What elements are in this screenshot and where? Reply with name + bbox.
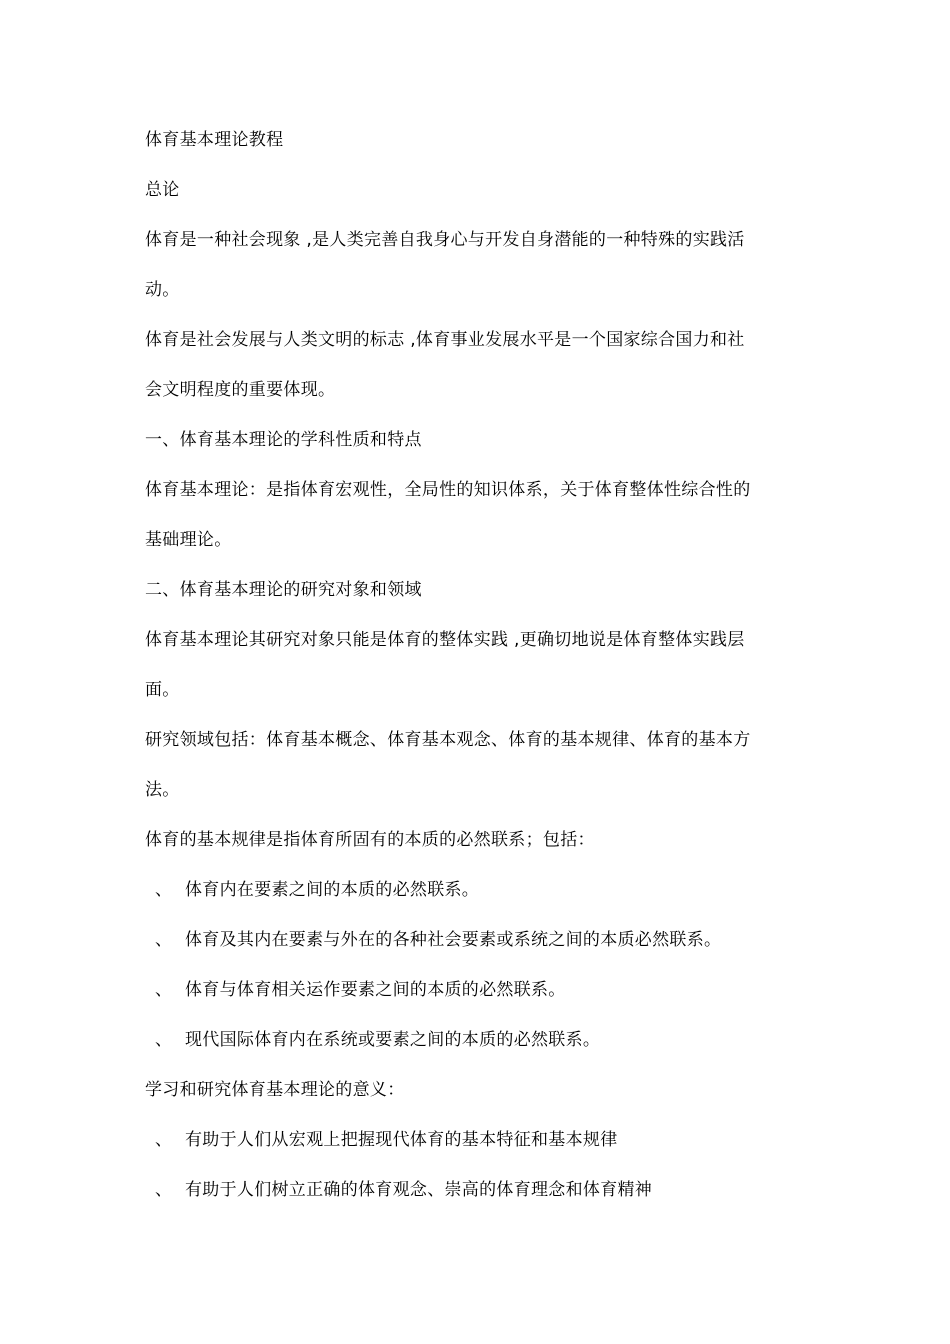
paragraph-7: 学习和研究体育基本理论的意义： [145,1080,405,1100]
paragraph-4-line-2: 面。 [145,680,180,700]
bullet-mark: 、 [155,980,172,1000]
list-item-text: 体育内在要素之间的本质的必然联系。 [185,880,480,900]
paragraph-4-line-1: 体育基本理论其研究对象只能是体育的整体实践 ,更确切地说是体育整体实践层 [145,630,745,650]
list-item-text: 现代国际体育内在系统或要素之间的本质的必然联系。 [185,1030,601,1050]
paragraph-5-line-1: 研究领域包括：体育基本概念、体育基本观念、体育的基本规律、体育的基本方 [145,730,751,750]
paragraph-6: 体育的基本规律是指体育所固有的本质的必然联系；包括： [145,830,595,850]
paragraph-1-line-2: 动。 [145,280,180,300]
bullet-mark: 、 [155,880,172,900]
list-item-text: 有助于人们树立正确的体育观念、崇高的体育理念和体育精神 [185,1180,653,1200]
paragraph-2-line-1: 体育是社会发展与人类文明的标志 ,体育事业发展水平是一个国家综合国力和社 [145,330,745,350]
bullet-mark: 、 [155,1180,172,1200]
bullet-mark: 、 [155,930,172,950]
bullet-mark: 、 [155,1130,172,1150]
list-item-text: 体育及其内在要素与外在的各种社会要素或系统之间的本质必然联系。 [185,930,722,950]
paragraph-2-line-2: 会文明程度的重要体现。 [145,380,336,400]
document-title: 体育基本理论教程 [145,130,284,150]
list-item-text: 体育与体育相关运作要素之间的本质的必然联系。 [185,980,566,1000]
heading-1: 一、体育基本理论的学科性质和特点 [145,430,422,450]
paragraph-3-line-2: 基础理论。 [145,530,232,550]
paragraph-5-line-2: 法。 [145,780,180,800]
paragraph-1-line-1: 体育是一种社会现象 ,是人类完善自我身心与开发自身潜能的一种特殊的实践活 [145,230,745,250]
bullet-mark: 、 [155,1030,172,1050]
heading-2: 二、体育基本理论的研究对象和领域 [145,580,422,600]
paragraph-3-line-1: 体育基本理论：是指体育宏观性，全局性的知识体系，关于体育整体性综合性的 [145,480,751,500]
section-heading-general: 总论 [145,180,180,200]
list-item-text: 有助于人们从宏观上把握现代体育的基本特征和基本规律 [185,1130,618,1150]
